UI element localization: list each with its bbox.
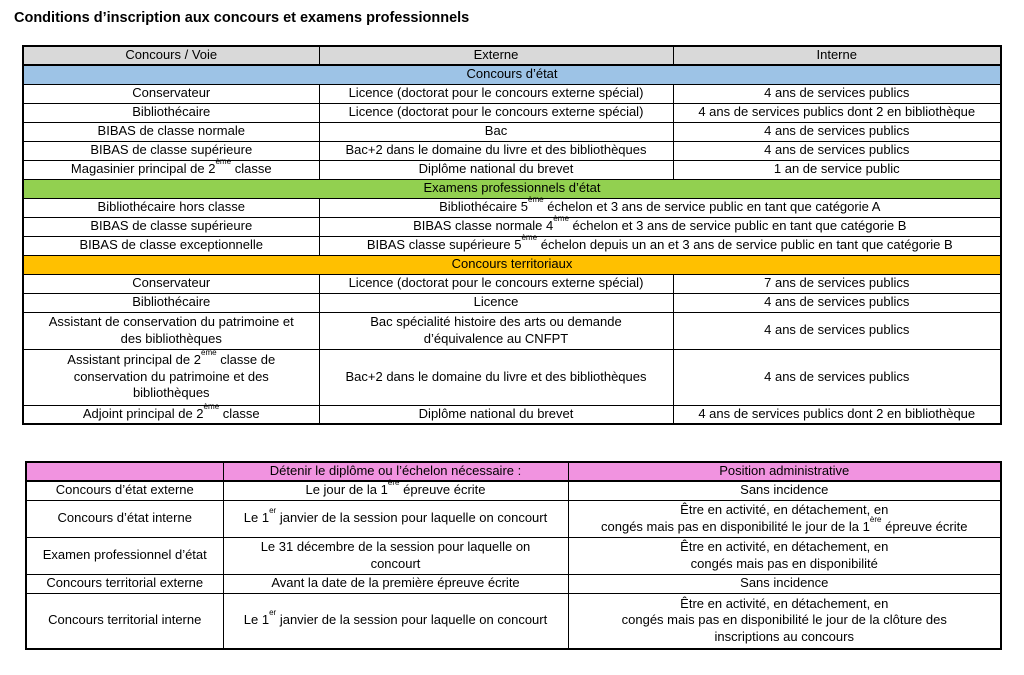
table-row <box>23 122 1001 141</box>
concours-cell: BIBAS de classe normale <box>23 122 319 141</box>
position-cell: Être en activité, en détachement, en congés mais pas en disponibilité le jour de la clôture des inscriptions au concours <box>568 593 1001 649</box>
interne-cell: 7 ans de services publics <box>673 274 1001 293</box>
table-row <box>26 500 1001 537</box>
concours-cell: Bibliothécaire <box>23 293 319 312</box>
section-band-concours-territoriaux <box>23 255 1001 274</box>
interne-cell: 4 ans de services publics dont 2 en bibliothèque <box>673 405 1001 424</box>
requirement-cell: BIBAS classe supérieure 5ème échelon depuis un an et 3 ans de service public en tant que catégorie B <box>319 236 1001 255</box>
row-label-cell: Examen professionnel d’état <box>26 537 223 574</box>
externe-cell: Licence (doctorat pour le concours externe spécial) <box>319 84 673 103</box>
position-cell: Sans incidence <box>568 481 1001 500</box>
interne-cell: 4 ans de services publics <box>673 312 1001 349</box>
interne-cell: 4 ans de services publics <box>673 349 1001 405</box>
concours-cell: Bibliothécaire hors classe <box>23 198 319 217</box>
table-row <box>23 84 1001 103</box>
row-label-cell: Concours d’état interne <box>26 500 223 537</box>
table-row <box>26 593 1001 649</box>
table-row <box>23 217 1001 236</box>
table-row <box>23 236 1001 255</box>
deadline-cell: Le 31 décembre de la session pour laquelle on concourt <box>223 537 568 574</box>
row-label-cell: Concours territorial interne <box>26 593 223 649</box>
column-header-externe: Externe <box>319 46 673 65</box>
table-row <box>23 312 1001 349</box>
table-row <box>26 481 1001 500</box>
position-cell: Être en activité, en détachement, en congés mais pas en disponibilité <box>568 537 1001 574</box>
concours-cell: BIBAS de classe exceptionnelle <box>23 236 319 255</box>
section-band-label: Concours d’état <box>23 65 1001 84</box>
externe-cell: Diplôme national du brevet <box>319 160 673 179</box>
table-row <box>26 574 1001 593</box>
externe-cell: Bac+2 dans le domaine du livre et des bibliothèques <box>319 141 673 160</box>
table-row <box>23 349 1001 405</box>
section-band-concours-etat <box>23 65 1001 84</box>
interne-cell: 4 ans de services publics dont 2 en bibliothèque <box>673 103 1001 122</box>
externe-cell: Bac <box>319 122 673 141</box>
table-row <box>23 103 1001 122</box>
column-header-concours-voie: Concours / Voie <box>23 46 319 65</box>
interne-cell: 4 ans de services publics <box>673 84 1001 103</box>
concours-cell: BIBAS de classe supérieure <box>23 217 319 236</box>
externe-cell: Bac+2 dans le domaine du livre et des bibliothèques <box>319 349 673 405</box>
page-title: Conditions d’inscription aux concours et examens professionnels <box>14 10 470 26</box>
table-row <box>23 274 1001 293</box>
table-row <box>23 141 1001 160</box>
column-header-diplome: Détenir le diplôme ou l’échelon nécessaire : <box>223 462 568 481</box>
table-row <box>23 160 1001 179</box>
table-row <box>23 293 1001 312</box>
concours-cell: Conservateur <box>23 84 319 103</box>
conditions-table <box>22 45 1002 425</box>
deadlines-table <box>25 461 1002 650</box>
interne-cell: 4 ans de services publics <box>673 141 1001 160</box>
requirement-cell: BIBAS classe normale 4ème échelon et 3 ans de service public en tant que catégorie B <box>319 217 1001 236</box>
table-row <box>23 198 1001 217</box>
table-row <box>23 405 1001 424</box>
concours-cell: Magasinier principal de 2ème classe <box>23 160 319 179</box>
column-header-interne: Interne <box>673 46 1001 65</box>
section-band-label: Examens professionnels d’état <box>23 179 1001 198</box>
externe-cell: Licence <box>319 293 673 312</box>
concours-cell: Adjoint principal de 2ème classe <box>23 405 319 424</box>
concours-cell: Assistant de conservation du patrimoine et des bibliothèques <box>23 312 319 349</box>
row-label-cell: Concours territorial externe <box>26 574 223 593</box>
table-row <box>26 537 1001 574</box>
interne-cell: 4 ans de services publics <box>673 293 1001 312</box>
header-row <box>26 462 1001 481</box>
externe-cell: Licence (doctorat pour le concours externe spécial) <box>319 103 673 122</box>
concours-cell: BIBAS de classe supérieure <box>23 141 319 160</box>
deadline-cell: Avant la date de la première épreuve écrite <box>223 574 568 593</box>
deadline-cell: Le 1er janvier de la session pour laquelle on concourt <box>223 500 568 537</box>
externe-cell: Bac spécialité histoire des arts ou demande d’équivalence au CNFPT <box>319 312 673 349</box>
section-band-examens-professionnels <box>23 179 1001 198</box>
interne-cell: 4 ans de services publics <box>673 122 1001 141</box>
position-cell: Sans incidence <box>568 574 1001 593</box>
corner-cell <box>26 462 223 481</box>
externe-cell: Diplôme national du brevet <box>319 405 673 424</box>
deadline-cell: Le jour de la 1ère épreuve écrite <box>223 481 568 500</box>
concours-cell: Conservateur <box>23 274 319 293</box>
concours-cell: Bibliothécaire <box>23 103 319 122</box>
concours-cell: Assistant principal de 2ème classe de conservation du patrimoine et des bibliothèques <box>23 349 319 405</box>
position-cell: Être en activité, en détachement, en congés mais pas en disponibilité le jour de la 1ère épreuve écrite <box>568 500 1001 537</box>
section-band-label: Concours territoriaux <box>23 255 1001 274</box>
header-row <box>23 46 1001 65</box>
externe-cell: Licence (doctorat pour le concours externe spécial) <box>319 274 673 293</box>
deadline-cell: Le 1er janvier de la session pour laquelle on concourt <box>223 593 568 649</box>
interne-cell: 1 an de service public <box>673 160 1001 179</box>
column-header-position: Position administrative <box>568 462 1001 481</box>
requirement-cell: Bibliothécaire 5ème échelon et 3 ans de service public en tant que catégorie A <box>319 198 1001 217</box>
row-label-cell: Concours d’état externe <box>26 481 223 500</box>
